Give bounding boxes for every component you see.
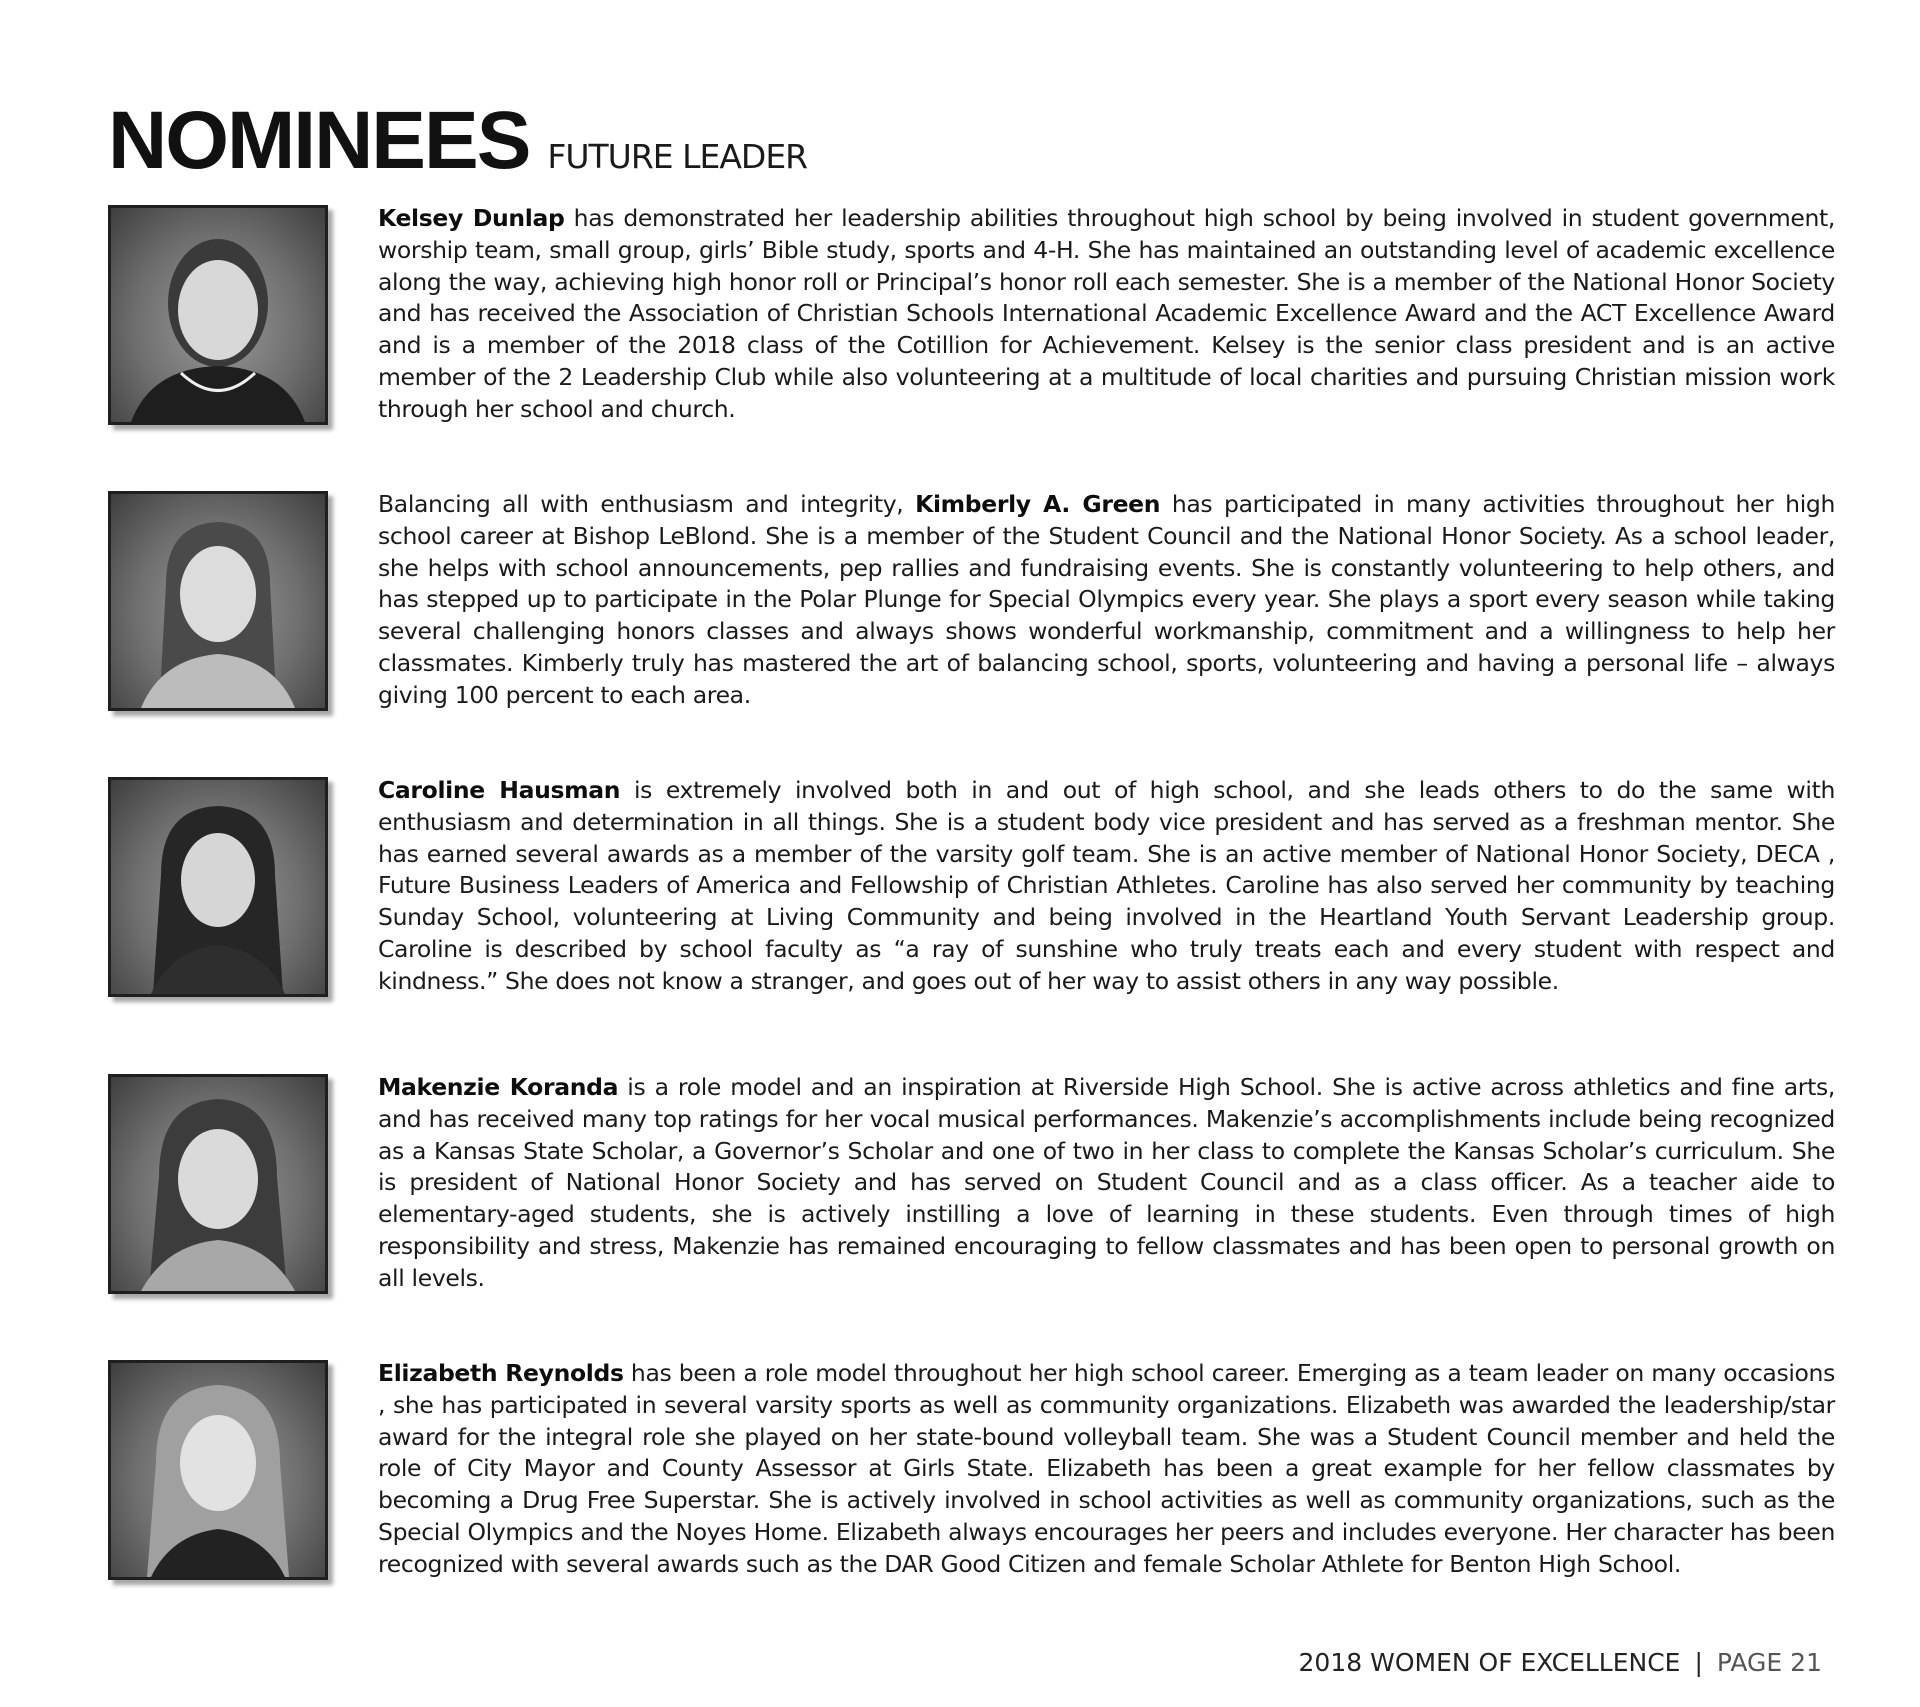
nominee-photo bbox=[108, 1074, 328, 1294]
page-footer bbox=[1299, 1648, 1822, 1677]
nominee-bio bbox=[378, 775, 1835, 998]
page-title: NOMINEES bbox=[108, 95, 530, 186]
nominee-name: Elizabeth Reynolds bbox=[378, 1359, 624, 1387]
bio-text: is a role model and an inspiration at Riverside High School. She is active across athletics and fine arts, and has received many top ratings for her vocal musical performances. Makenzie’s accomplishments include being recognized as a Kansas State Scholar, a Governor’s Scholar and one of two in her class to complete the Kansas Scholar’s curriculum. She is president of National Honor Society and has served on Student Council and as a class officer. As a teacher aide to elementary-aged students, she is actively instilling a love of learning in these students. Even through times of high responsibility and stress, Makenzie has remained encouraging to fellow classmates and has been open to personal growth on all levels. bbox=[378, 1073, 1835, 1292]
bio-text: has demonstrated her leadership abilities throughout high school by being involved in student government, worship team, small group, girls’ Bible study, sports and 4-H. She has maintained an outstanding level of academic excellence along the way, achieving high honor roll or Principal’s honor roll each semester. She is a member of the National Honor Society and has received the Association of Christian Schools International Academic Excellence Award and the ACT Excellence Award and is a member of the 2018 class of the Cotillion for Achievement. Kelsey is the senior class president and is an active member of the 2 Leadership Club while also volunteering at a multitude of local charities and pursuing Christian mission work through her school and church. bbox=[378, 204, 1835, 423]
nominee-photo bbox=[108, 491, 328, 711]
page-header bbox=[108, 95, 808, 186]
bio-text: has been a role model throughout her high school career. Emerging as a team leader on many occasions , she has participated in several varsity sports as well as community organizations. Elizabeth was awarded the leadership/star award for the integral role she played on her state-bound volleyball team. She was a Student Council member and held the role of City Mayor and County Assessor at Girls State. Elizabeth has been a great example for her fellow classmates by becoming a Drug Free Superstar. She is actively involved in school activities as well as community organizations, such as the Special Olympics and the Noyes Home. Elizabeth always encourages her peers and includes everyone. Her character has been recognized with several awards such as the DAR Good Citizen and female Scholar Athlete for Benton High School. bbox=[378, 1359, 1835, 1578]
portrait-icon bbox=[111, 780, 325, 994]
nominee-photo bbox=[108, 1360, 328, 1580]
bio-text: has participated in many activities throughout her high school career at Bishop LeBlond. She is a member of the Student Council and the National Honor Society. As a school leader, she helps with school announcements, pep rallies and fundraising events. She is constantly volunteering to help others, and has stepped up to participate in the Polar Plunge for Special Olympics every year. She plays a sport every season while taking several challenging honors classes and always shows wonderful workmanship, commitment and a willingness to help her classmates. Kimberly truly has mastered the art of balancing school, sports, volunteering and having a personal life – always giving 100 percent to each area. bbox=[378, 490, 1835, 709]
footer-separator: | bbox=[1694, 1648, 1703, 1677]
page-subtitle: FUTURE LEADER bbox=[547, 137, 808, 176]
portrait-icon bbox=[111, 1077, 325, 1291]
bio-text: is extremely involved both in and out of high school, and she leads others to do the same with enthusiasm and determination in all things. She is a student body vice president and has served as a freshman mentor. She has earned several awards as a member of the varsity golf team. She is an active member of National Honor Society, DECA , Future Business Leaders of America and Fellowship of Christian Athletes. Caroline has also served her community by teaching Sunday School, volunteering at Living Community and being involved in the Heartland Youth Servant Leadership group. Caroline is described by school faculty as “a ray of sunshine who truly treats each and every student with respect and kindness.” She does not know a stranger, and goes out of her way to assist others in any way possible. bbox=[378, 776, 1835, 995]
nominee-name: Caroline Hausman bbox=[378, 776, 621, 804]
nominee-bio bbox=[378, 1072, 1835, 1295]
nominee-bio bbox=[378, 203, 1835, 426]
nominee-bio bbox=[378, 1358, 1835, 1581]
bio-lead-in: Balancing all with enthusiasm and integrity, bbox=[378, 490, 916, 518]
nominee-name: Kelsey Dunlap bbox=[378, 204, 565, 232]
nominee-name: Kimberly A. Green bbox=[915, 490, 1161, 518]
nominee-photo bbox=[108, 777, 328, 997]
portrait-icon bbox=[111, 1363, 325, 1577]
nominee-photo bbox=[108, 205, 328, 425]
nominee-name: Makenzie Koranda bbox=[378, 1073, 619, 1101]
portrait-icon bbox=[111, 208, 325, 422]
page-number: PAGE 21 bbox=[1716, 1648, 1822, 1677]
publication-title: 2018 WOMEN OF EXCELLENCE bbox=[1298, 1648, 1681, 1677]
nominee-bio bbox=[378, 489, 1835, 712]
portrait-icon bbox=[111, 494, 325, 708]
